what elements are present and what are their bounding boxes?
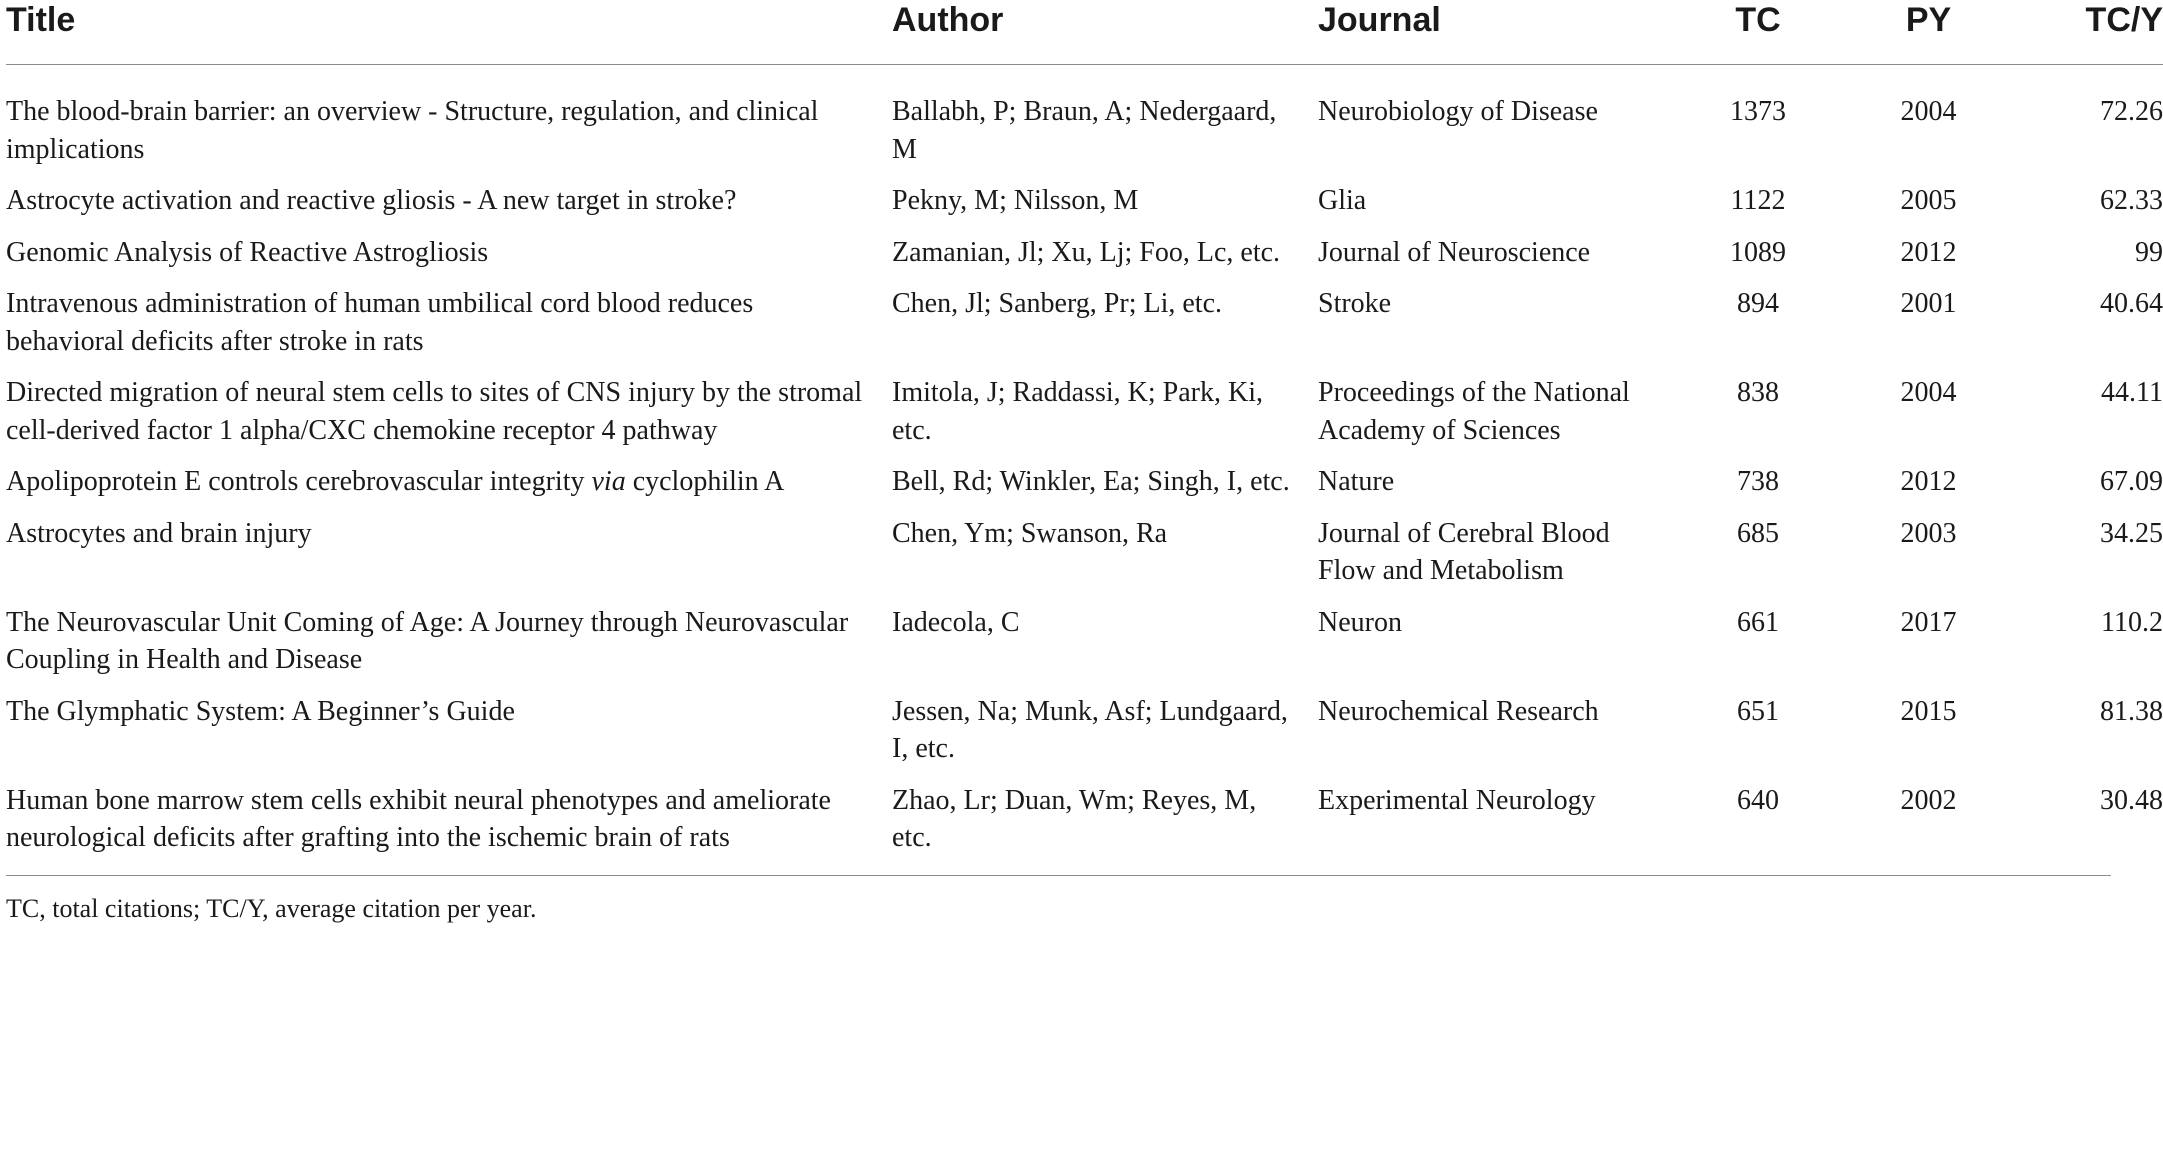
cell-py: 2005 (1900, 185, 1957, 216)
cell-title: The Glymphatic System: A Beginner’s Guide (6, 695, 515, 727)
cell-title-italic: via (591, 466, 626, 497)
cell-title-part: Apolipoprotein E controls cerebrovascular integrity (6, 466, 592, 497)
cell-tc: 640 (1737, 784, 1779, 816)
cell-title: Genomic Analysis of Reactive Astrogliosis (6, 236, 489, 268)
cell-py: 2001 (1900, 288, 1957, 319)
header-py: PY (1840, 0, 2017, 65)
cell-py: 2015 (1900, 695, 1957, 727)
cell-tcy: 34.25 (2100, 517, 2163, 549)
cell-tcy: 81.38 (2100, 695, 2163, 727)
cell-tc: 738 (1737, 466, 1779, 497)
cell-tc: 1373 (1730, 96, 1786, 127)
table-row (6, 374, 2163, 463)
cell-author: Bell, Rd; Winkler, Ea; Singh, I, etc. (892, 466, 1290, 497)
cell-journal: Journal of Cerebral Blood Flow and Metabolism (1318, 517, 1610, 586)
header-journal: Journal (1318, 0, 1676, 65)
table-row (6, 463, 2163, 515)
cell-tcy: 44.11 (2101, 377, 2163, 408)
cell-tcy: 30.48 (2100, 784, 2163, 816)
header-tc: TC (1676, 0, 1840, 65)
cell-tcy: 110.2 (2101, 606, 2163, 638)
cell-author: Zhao, Lr; Duan, Wm; Reyes, M, etc. (892, 784, 1257, 853)
table-bottom-rule (6, 875, 2111, 876)
cell-tc: 1122 (1730, 185, 1786, 216)
cell-py: 2017 (1900, 606, 1957, 638)
cell-tcy: 72.26 (2100, 96, 2163, 127)
table-row (6, 604, 2163, 693)
cell-py: 2012 (1900, 466, 1957, 497)
cell-author: Iadecola, C (892, 606, 1020, 638)
cell-title: Human bone marrow stem cells exhibit neural phenotypes and ameliorate neurological deficits after grafting into the ischemic brain of rats (6, 784, 831, 853)
cell-author: Ballabh, P; Braun, A; Nedergaard, M (892, 96, 1277, 165)
cell-py: 2004 (1900, 377, 1957, 408)
cell-py: 2012 (1900, 236, 1957, 268)
table-row (6, 182, 2163, 234)
cell-journal: Glia (1318, 185, 1367, 216)
header-row (6, 0, 2163, 65)
cell-tcy: 99 (2135, 236, 2163, 268)
cell-author: Pekny, M; Nilsson, M (892, 185, 1139, 216)
cell-journal: Journal of Neuroscience (1318, 236, 1591, 268)
cell-title: Astrocyte activation and reactive gliosis - A new target in stroke? (6, 185, 737, 216)
cell-author: Zamanian, Jl; Xu, Lj; Foo, Lc, etc. (892, 236, 1281, 268)
cell-author: Jessen, Na; Munk, Asf; Lundgaard, I, etc. (892, 695, 1288, 764)
table-row (6, 234, 2163, 286)
table-row (6, 65, 2163, 183)
header-author: Author (892, 0, 1318, 65)
cell-title: Intravenous administration of human umbilical cord blood reduces behavioral deficits after stroke in rats (6, 288, 754, 357)
cell-journal: Proceedings of the National Academy of Sciences (1318, 377, 1630, 446)
cell-title: Astrocytes and brain injury (6, 517, 312, 549)
table-footnote: TC, total citations; TC/Y, average citation per year. (6, 893, 537, 923)
cell-tc: 838 (1737, 377, 1779, 408)
cell-author: Imitola, J; Raddassi, K; Park, Ki, etc. (892, 377, 1263, 446)
table-row (6, 515, 2163, 604)
cell-tc: 1089 (1730, 236, 1786, 268)
cell-tc: 894 (1737, 288, 1779, 319)
cell-journal: Neurobiology of Disease (1318, 96, 1598, 127)
table-row (6, 693, 2163, 782)
header-tcy: TC/Y (2017, 0, 2163, 65)
cell-journal: Experimental Neurology (1318, 784, 1596, 816)
cell-journal: Neurochemical Research (1318, 695, 1599, 727)
header-title: Title (6, 0, 892, 65)
cell-tcy: 62.33 (2100, 185, 2163, 216)
cell-title-part: cyclophilin A (625, 466, 785, 497)
cell-py: 2003 (1900, 517, 1957, 549)
cell-author: Chen, Jl; Sanberg, Pr; Li, etc. (892, 288, 1222, 319)
cell-py: 2002 (1900, 784, 1957, 816)
cell-title: The Neurovascular Unit Coming of Age: A Journey through Neurovascular Coupling in Health and Disease (6, 606, 849, 675)
cell-author: Chen, Ym; Swanson, Ra (892, 517, 1168, 549)
cell-tcy: 67.09 (2100, 466, 2163, 497)
cell-journal: Nature (1318, 466, 1395, 497)
table-row (6, 285, 2163, 374)
cell-journal: Neuron (1318, 606, 1402, 638)
cell-title (6, 463, 892, 515)
cell-py: 2004 (1900, 96, 1957, 127)
cell-tcy: 40.64 (2100, 288, 2163, 319)
cell-tc: 651 (1737, 695, 1779, 727)
citation-table-container (6, 0, 2163, 924)
cell-journal: Stroke (1318, 288, 1392, 319)
cell-title: The blood-brain barrier: an overview - Structure, regulation, and clinical implications (6, 96, 819, 165)
cell-tc: 661 (1737, 606, 1779, 638)
cell-title: Directed migration of neural stem cells to sites of CNS injury by the stromal cell-derived factor 1 alpha/CXC chemokine receptor 4 pathway (6, 377, 863, 446)
citation-table (6, 0, 2163, 875)
table-row (6, 782, 2163, 875)
cell-tc: 685 (1737, 517, 1779, 549)
